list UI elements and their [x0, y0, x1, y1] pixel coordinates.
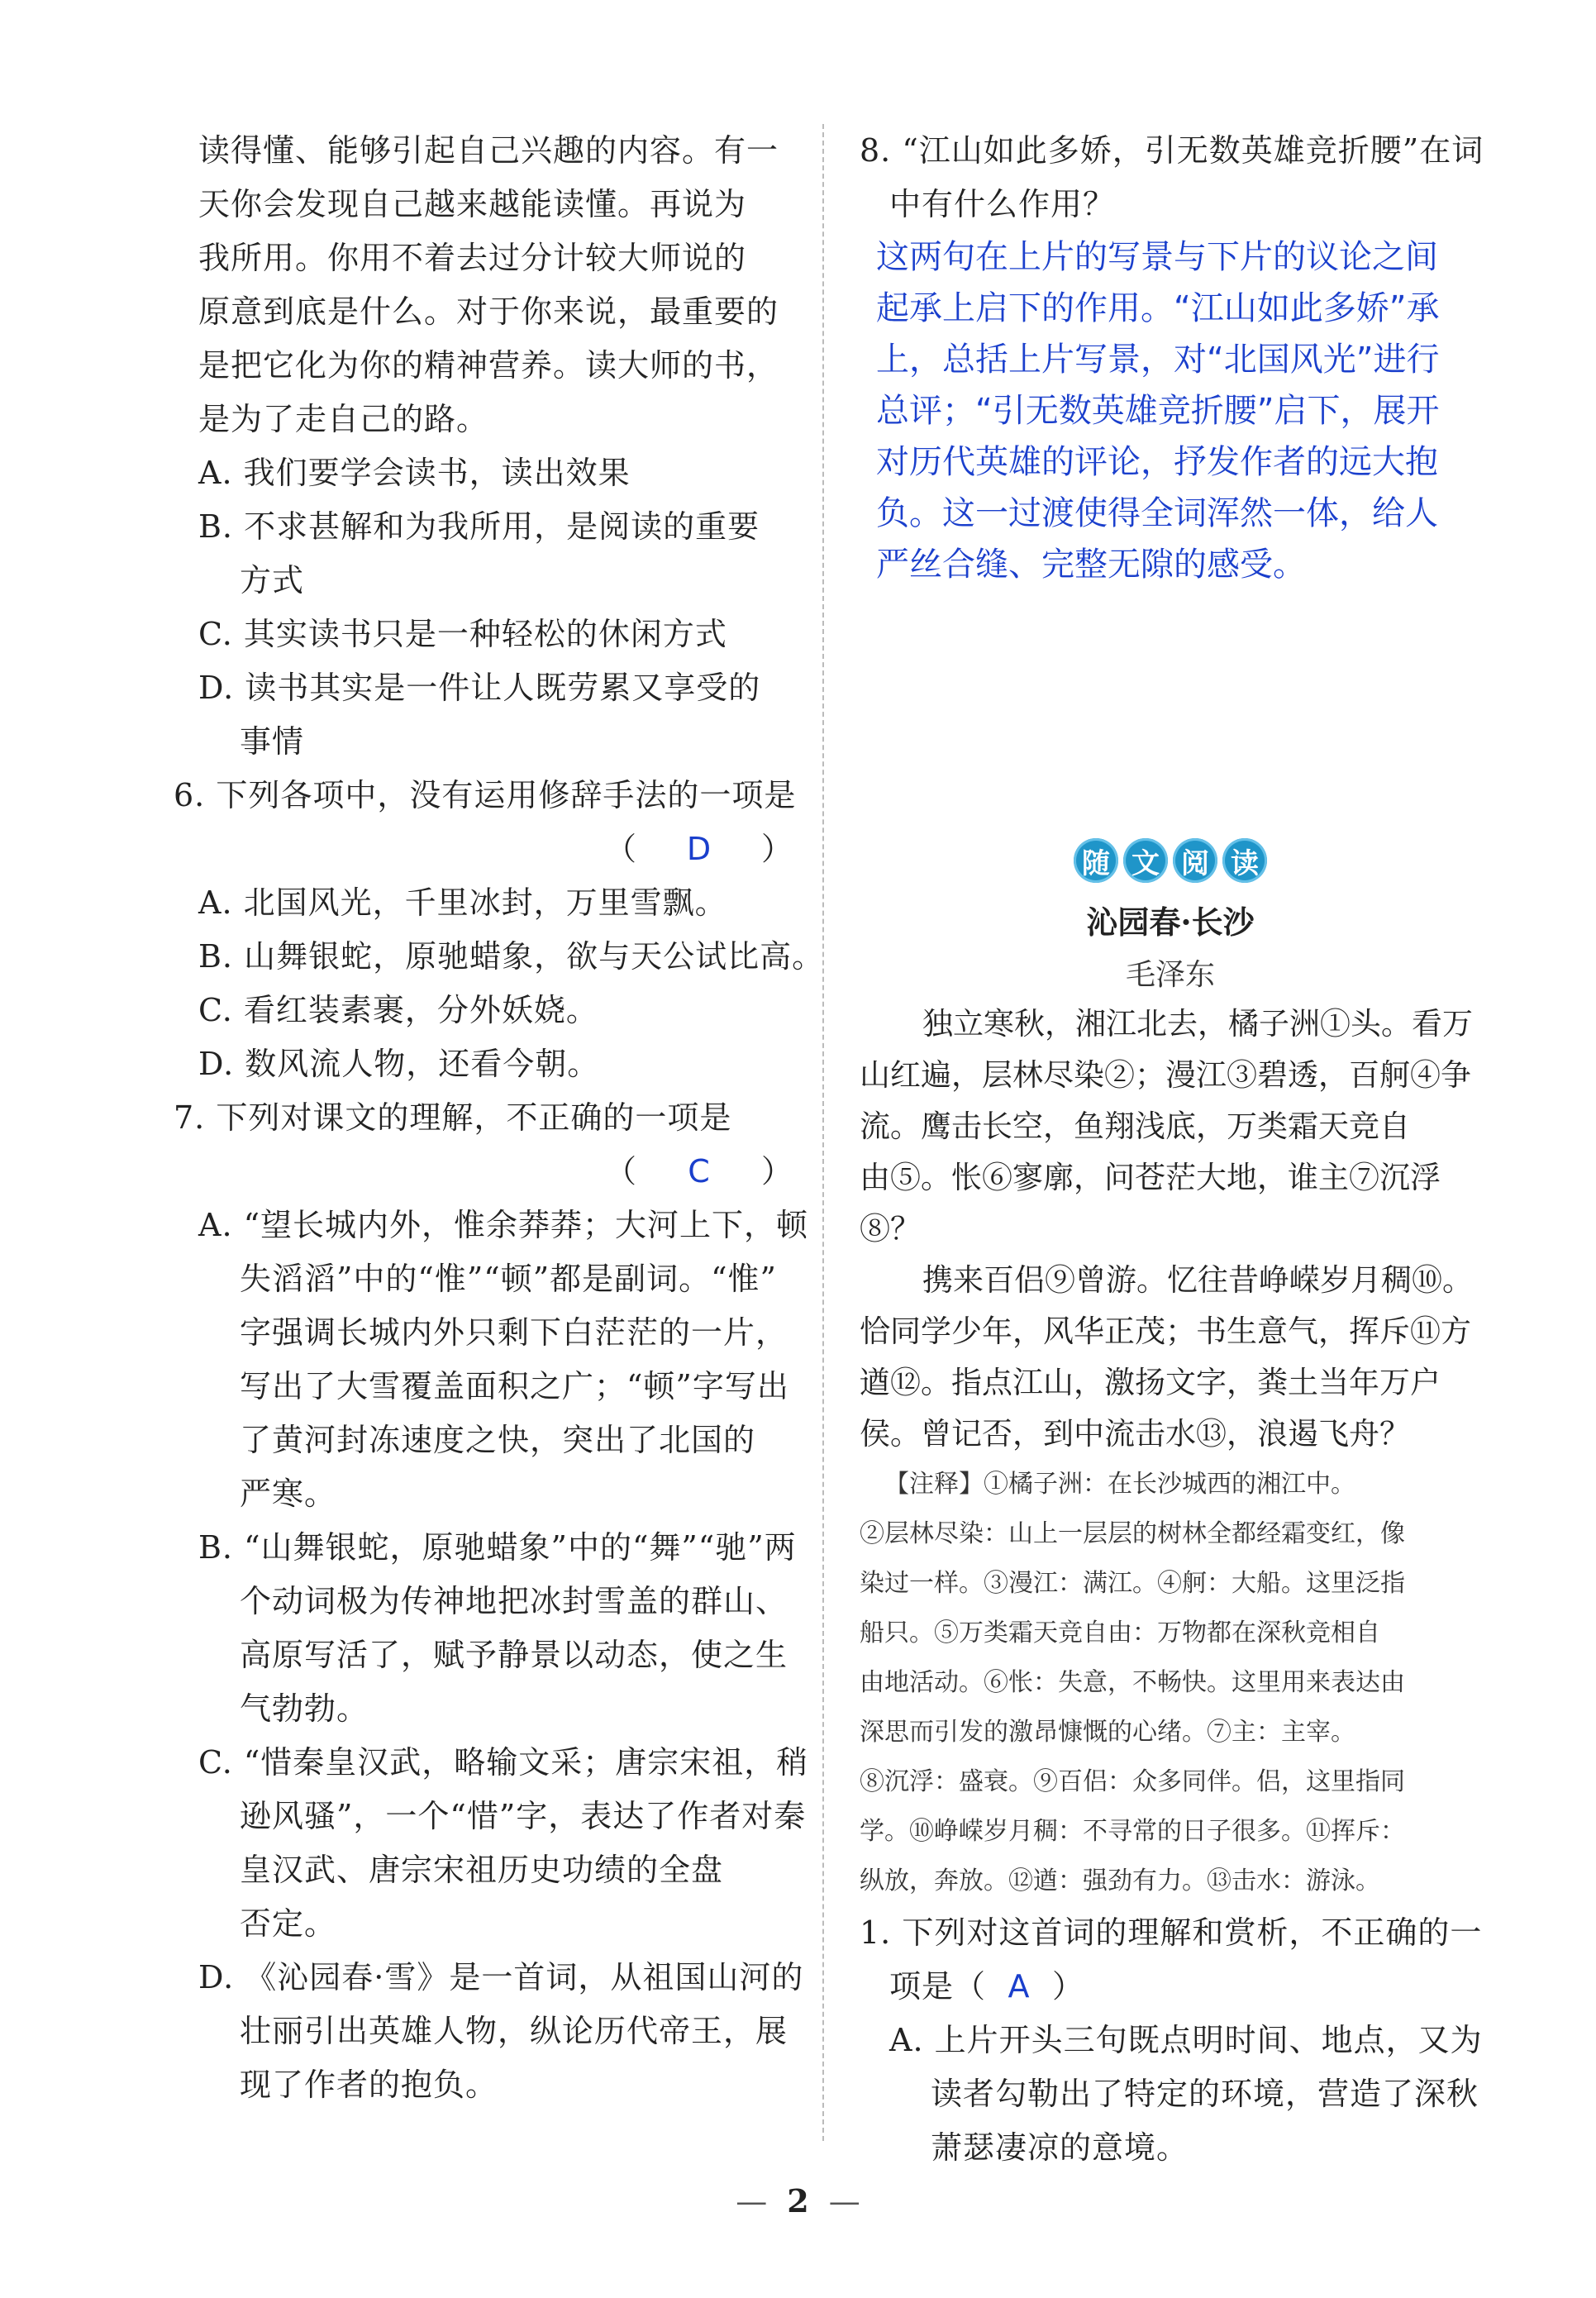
q5-option-b-cont: 方式: [240, 562, 305, 598]
poem-line: 由⑤。怅⑥寥廓，问苍茫大地，谁主⑦沉浮⑧？: [860, 1160, 1441, 1247]
q7-option-a-cont: 严寒。: [240, 1476, 337, 1512]
q7-option-a-cont: 失滔滔”中的“惟”“顿”都是副词。“惟”: [240, 1261, 777, 1297]
q7-option-b-cont: 个动词极为传神地把冰封雪盖的群山、: [240, 1583, 788, 1619]
q6-stem: 6. 下列各项中，没有运用修辞手法的一项是: [174, 777, 797, 813]
q8-answer-line: 负。这一过渡使得全词浑然一体，给人: [876, 494, 1438, 532]
question-1: [860, 1906, 1481, 2175]
note-line: 深思而引发的激昂慷慨的心绪。⑦主：主宰。: [860, 1718, 1355, 1747]
section-header-badges: [860, 838, 1481, 883]
q5-option-c: C. 其实读书只是一种轻松的休闲方式: [198, 616, 727, 652]
q5-options: [198, 446, 793, 769]
bracket-open: （: [604, 1153, 637, 1190]
passage-line: 是把它化为你的精神营养。读大师的书，: [198, 347, 779, 384]
q7-options: [198, 1199, 809, 2112]
q7-option-c-cont: 皇汉武、唐宗宋祖历史功绩的全盘: [240, 1852, 724, 1888]
q7-option-d-cont: 现了作者的抱负。: [240, 2067, 498, 2103]
q7-option-c: C. “惜秦皇汉武，略输文采；唐宗宋祖，稍: [198, 1744, 809, 1781]
passage-line: 天你会发现自己越来越能读懂。再说为: [198, 186, 747, 222]
q7-option-c-cont: 否定。: [240, 1905, 337, 1942]
column-divider: [822, 124, 824, 2141]
q7-option-d-cont: 壮丽引出英雄人物，纵论历代帝王，展: [240, 2013, 788, 2049]
q8-answer-line: 严丝合缝、完整无隙的感受。: [876, 546, 1306, 584]
q7-option-b: B. “山舞银蛇，原驰蜡象”中的“舞”“驰”两: [198, 1529, 797, 1566]
passage-line: 是为了走自己的路。: [198, 401, 489, 437]
q7-answer-bracket: [174, 1145, 793, 1199]
question-7: [174, 1091, 793, 1199]
q7-answer: C: [688, 1153, 711, 1190]
poem-author: 毛泽东: [1125, 958, 1215, 992]
q7-option-d: D. 《沁园春·雪》是一首词，从祖国山河的: [198, 1959, 804, 1995]
page-footer: [0, 2182, 1596, 2219]
note-line: ②层林尽染：山上一层层的树林全都经霜变红，像: [860, 1519, 1405, 1548]
note-line: 【注释】①橘子洲：在长沙城西的湘江中。: [884, 1470, 1355, 1499]
section-badge: 随: [1074, 838, 1118, 883]
q7-option-a-cont: 写出了大雪覆盖面积之广；“顿”字写出: [240, 1368, 789, 1404]
section-badge: 读: [1222, 838, 1267, 883]
q1-option-a-cont: 萧瑟凄凉的意境。: [931, 2129, 1189, 2166]
right-column: [860, 124, 1484, 2175]
q5-option-a: A. 我们要学会读书，读出效果: [198, 455, 631, 491]
q7-option-a-cont: 字强调长城内外只剩下白茫茫的一片，: [240, 1314, 788, 1351]
q8-answer-line: 总评；“引无数英雄竞折腰”启下，展开: [876, 392, 1440, 430]
q6-option-b: B. 山舞银蛇，原驰蜡象，欲与天公试比高。: [198, 938, 825, 975]
poem-line: 山红遍，层林尽染②；漫江③碧透，百舸④争: [860, 1057, 1471, 1093]
passage-line: 原意到底是什么。对于你来说，最重要的: [198, 293, 779, 330]
question-8: [860, 124, 1484, 231]
note-line: ⑧沉浮：盛衰。⑨百侣：众多同伴。侣，这里指同: [860, 1767, 1405, 1796]
section-badge: 文: [1123, 838, 1168, 883]
q8-answer-line: 对历代英雄的评论，抒发作者的远大抱: [876, 443, 1438, 481]
q7-option-c-cont: 逊风骚”，一个“惜”字，表达了作者对秦: [240, 1798, 807, 1834]
passage-line: 读得懂、能够引起自己兴趣的内容。有一: [198, 132, 779, 169]
q6-option-c: C. 看红装素裹，分外妖娆。: [198, 992, 598, 1028]
q8-answer-line: 这两句在上片的写景与下片的议论之间: [876, 238, 1438, 276]
q8-answer-line: 上，总括上片写景，对“北国风光”进行: [876, 341, 1440, 379]
q8-stem-cont: 中有什么作用？: [889, 186, 1116, 222]
q1-stem: 1. 下列对这首词的理解和赏析，不正确的一: [860, 1914, 1483, 1951]
poem-line: 携来百侣⑨曾游。忆往昔峥嵘岁月稠⑩。: [922, 1262, 1473, 1298]
q1-option-a: A. 上片开头三句既点明时间、地点，又为: [889, 2022, 1483, 2058]
poem-line: 恰同学少年，风华正茂；书生意气，挥斥⑪方: [860, 1313, 1471, 1349]
passage-text: [198, 124, 793, 446]
poem-line: 独立寒秋，湘江北去，橘子洲①头。看万: [922, 1006, 1473, 1042]
note-line: 由地活动。⑥怅：失意，不畅快。这里用来表达由: [860, 1668, 1405, 1697]
q6-options: [198, 876, 825, 1091]
bracket-close: ）: [760, 1153, 793, 1190]
poem-line: 流。鹰击长空，鱼翔浅底，万类霜天竞自: [860, 1108, 1410, 1144]
q6-answer: D: [686, 831, 712, 867]
annotation-notes: [860, 1460, 1481, 1906]
question-6: [174, 769, 797, 876]
q1-close: ）: [1052, 1968, 1085, 2005]
note-line: 纵放，奔放。⑫遒：强劲有力。⑬击水：游泳。: [860, 1867, 1380, 1895]
q1-option-a-cont: 读者勾勒出了特定的环境，营造了深秋: [931, 2076, 1479, 2112]
footer-dash: —: [736, 2183, 768, 2219]
note-line: 染过一样。③漫江：满江。④舸：大船。这里泛指: [860, 1569, 1405, 1598]
q5-option-d: D. 读书其实是一件让人既劳累又享受的: [198, 670, 761, 706]
note-line: 船只。⑤万类霜天竞自由：万物都在深秋竞相自: [860, 1619, 1380, 1647]
q1-stem-text: 项是（: [889, 1968, 987, 2005]
passage-line: 我所用。你用不着去过分计较大师说的: [198, 240, 747, 276]
q6-answer-bracket: [174, 822, 793, 876]
page-number: 2: [787, 2182, 809, 2219]
q5-option-b: B. 不求甚解和为我所用，是阅读的重要: [198, 508, 760, 545]
poem-line: 侯。曾记否，到中流击水⑬，浪遏飞舟？: [860, 1416, 1410, 1452]
q8-answer-line: 起承上启下的作用。“江山如此多娇”承: [876, 289, 1440, 327]
bracket-open: （: [604, 831, 637, 867]
poem-body: [860, 999, 1481, 1460]
q7-option-b-cont: 高原写活了，赋予静景以动态，使之生: [240, 1637, 788, 1673]
section-badge: 阅: [1173, 838, 1217, 883]
q5-option-d-cont: 事情: [240, 723, 305, 760]
q8-handwritten-answer: [860, 231, 1481, 590]
q1-answer: A: [1008, 1968, 1031, 2005]
q7-option-b-cont: 气勃勃。: [240, 1690, 369, 1727]
left-column: [174, 124, 825, 2112]
poem-line: 遒⑫。指点江山，激扬文字，粪土当年万户: [860, 1365, 1441, 1400]
poem-title: 沁园春·长沙: [1086, 903, 1255, 941]
q6-option-a: A. 北国风光，千里冰封，万里雪飘。: [198, 884, 727, 921]
q7-option-a-cont: 了黄河封冻速度之快，突出了北国的: [240, 1422, 756, 1458]
note-line: 学。⑩峥嵘岁月稠：不寻常的日子很多。⑪挥斥：: [860, 1817, 1405, 1846]
q1-stem-cont: [860, 1960, 1481, 2014]
q7-stem: 7. 下列对课文的理解，不正确的一项是: [174, 1099, 732, 1136]
q7-option-a: A. “望长城内外，惟余莽莽；大河上下，顿: [198, 1207, 809, 1243]
q8-stem: 8. “江山如此多娇，引无数英雄竞折腰”在词: [860, 132, 1484, 169]
footer-dash: —: [828, 2183, 860, 2219]
bracket-close: ）: [760, 831, 793, 867]
q6-option-d: D. 数风流人物，还看今朝。: [198, 1046, 600, 1082]
